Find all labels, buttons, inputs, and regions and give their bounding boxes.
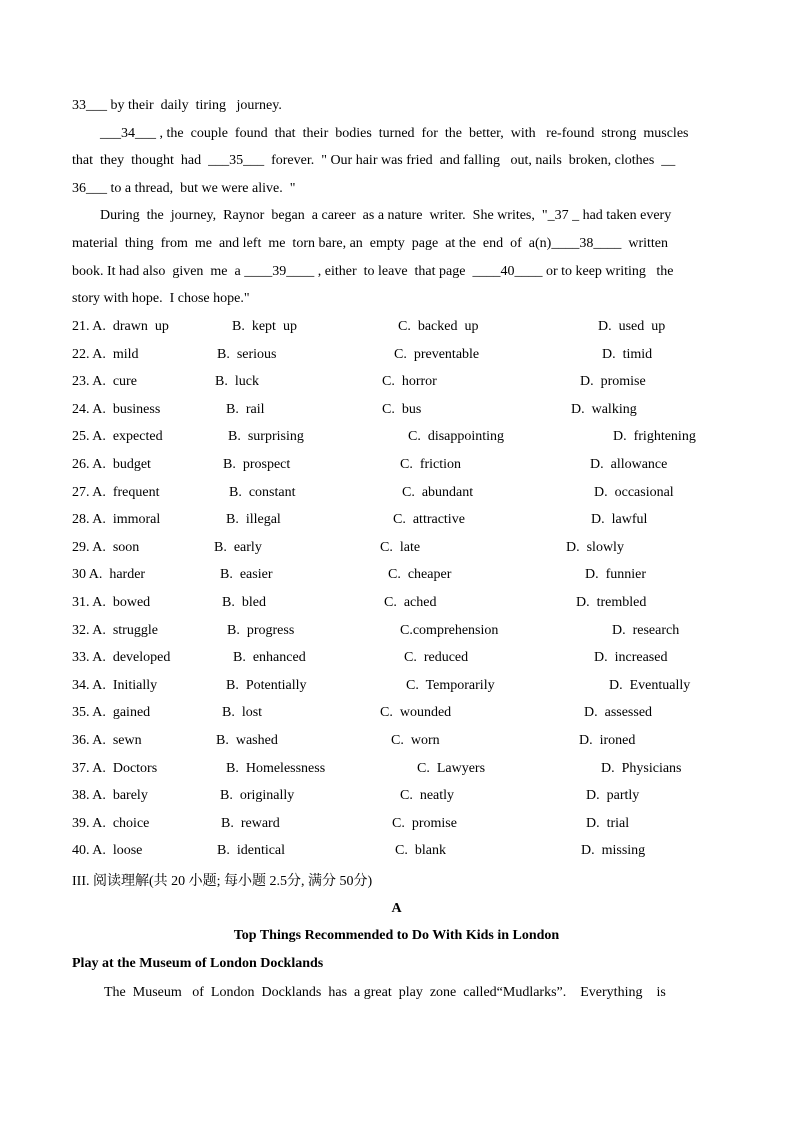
option-a: 21. A. drawn up: [72, 319, 169, 334]
passage-line: book. It had also given me a ____39____ , either to leave that page ____40____ or to keep writing the: [72, 264, 674, 279]
option-a: 22. A. mild: [72, 347, 139, 362]
option-b: B. Potentially: [226, 678, 307, 693]
passage-line: material thing from me and left me torn bare, an empty page at the end of a(n)____38____ written: [72, 236, 668, 251]
option-c: C. late: [380, 540, 421, 555]
option-b: B. illegal: [226, 512, 281, 527]
option-c: C. Temporarily: [406, 678, 495, 693]
option-c: C. blank: [395, 843, 446, 858]
option-d: D. assessed: [584, 705, 653, 720]
option-b: B. prospect: [223, 457, 291, 472]
option-c: C. promise: [392, 816, 457, 831]
option-b: B. early: [214, 540, 262, 555]
option-b: B. progress: [227, 623, 295, 638]
passage-line: 36___ to a thread, but we were alive. ": [72, 181, 296, 196]
option-c: C. preventable: [394, 347, 480, 362]
option-a: 40. A. loose: [72, 843, 143, 858]
option-b: B. washed: [216, 733, 278, 748]
option-c: C. wounded: [380, 705, 452, 720]
option-c: C. horror: [382, 374, 437, 389]
passage-line: story with hope. I chose hope.": [72, 291, 250, 306]
option-c: C. friction: [400, 457, 462, 472]
option-d: D. timid: [602, 347, 653, 362]
option-d: D. promise: [580, 374, 646, 389]
option-d: D. Eventually: [609, 678, 691, 693]
option-c: C. neatly: [400, 788, 455, 803]
option-c: C. reduced: [404, 650, 469, 665]
passage-line: During the journey, Raynor began a career as a nature writer. She writes, "_37 _ had taken every: [100, 208, 672, 223]
option-a: 32. A. struggle: [72, 623, 158, 638]
article-title: Top Things Recommended to Do With Kids in London: [233, 928, 560, 943]
option-c: C. disappointing: [408, 429, 505, 444]
option-d: D. funnier: [585, 567, 647, 582]
option-d: D. trembled: [576, 595, 647, 610]
option-a: 39. A. choice: [72, 816, 150, 831]
option-a: 29. A. soon: [72, 540, 140, 555]
option-d: D. research: [612, 623, 680, 638]
option-b: B. luck: [215, 374, 259, 389]
option-a: 34. A. Initially: [72, 678, 158, 693]
passage-line: 33___ by their daily tiring journey.: [72, 98, 282, 113]
option-c: C. ached: [384, 595, 437, 610]
option-c: C. abundant: [402, 485, 474, 500]
option-c: C. Lawyers: [417, 761, 486, 776]
option-b: B. serious: [217, 347, 277, 362]
option-a: 27. A. frequent: [72, 485, 160, 500]
option-c: C.comprehension: [400, 623, 499, 638]
option-d: D. frightening: [613, 429, 696, 444]
option-a: 35. A. gained: [72, 705, 151, 720]
passage-line: ___34___ , the couple found that their bodies turned for the better, with re-found strong muscles: [100, 126, 689, 141]
option-b: B. rail: [226, 402, 265, 417]
option-a: 26. A. budget: [72, 457, 151, 472]
option-c: C. worn: [391, 733, 440, 748]
option-d: D. walking: [571, 402, 637, 417]
option-d: D. partly: [586, 788, 640, 803]
option-a: 31. A. bowed: [72, 595, 151, 610]
option-b: B. constant: [229, 485, 296, 500]
passage-line: that they thought had ___35___ forever. " Our hair was fried and falling out, nails broken, clothes __: [72, 153, 676, 168]
article-line: The Museum of London Docklands has a great play zone called“Mudlarks”. Everything is: [104, 985, 666, 1000]
option-c: C. backed up: [398, 319, 479, 334]
subheading: Play at the Museum of London Docklands: [72, 956, 324, 971]
option-b: B. originally: [220, 788, 295, 803]
option-d: D. slowly: [566, 540, 624, 555]
option-a: 25. A. expected: [72, 429, 163, 444]
option-d: D. Physicians: [601, 761, 682, 776]
option-b: B. lost: [222, 705, 263, 720]
option-b: B. reward: [221, 816, 280, 831]
option-d: D. allowance: [590, 457, 668, 472]
option-c: C. attractive: [393, 512, 465, 527]
option-d: D. lawful: [591, 512, 648, 527]
option-b: B. Homelessness: [226, 761, 326, 776]
option-d: D. used up: [598, 319, 666, 334]
option-b: B. surprising: [228, 429, 304, 444]
option-a: 30 A. harder: [72, 567, 146, 582]
option-c: C. cheaper: [388, 567, 452, 582]
option-b: B. kept up: [232, 319, 297, 334]
option-b: B. bled: [222, 595, 266, 610]
part-letter: A: [391, 901, 402, 916]
option-d: D. ironed: [579, 733, 636, 748]
option-a: 28. A. immoral: [72, 512, 161, 527]
option-b: B. enhanced: [233, 650, 306, 665]
option-b: B. identical: [217, 843, 286, 858]
option-a: 23. A. cure: [72, 374, 137, 389]
option-d: D. missing: [581, 843, 646, 858]
option-d: D. increased: [594, 650, 668, 665]
option-a: 24. A. business: [72, 402, 161, 417]
option-c: C. bus: [382, 402, 422, 417]
option-a: 38. A. barely: [72, 788, 148, 803]
option-a: 36. A. sewn: [72, 733, 142, 748]
section-header: III. 阅读理解(共 20 小题; 每小题 2.5分, 满分 50分): [72, 874, 373, 889]
option-d: D. trial: [586, 816, 630, 831]
option-a: 33. A. developed: [72, 650, 171, 665]
option-d: D. occasional: [594, 485, 674, 500]
option-a: 37. A. Doctors: [72, 761, 158, 776]
option-b: B. easier: [220, 567, 273, 582]
